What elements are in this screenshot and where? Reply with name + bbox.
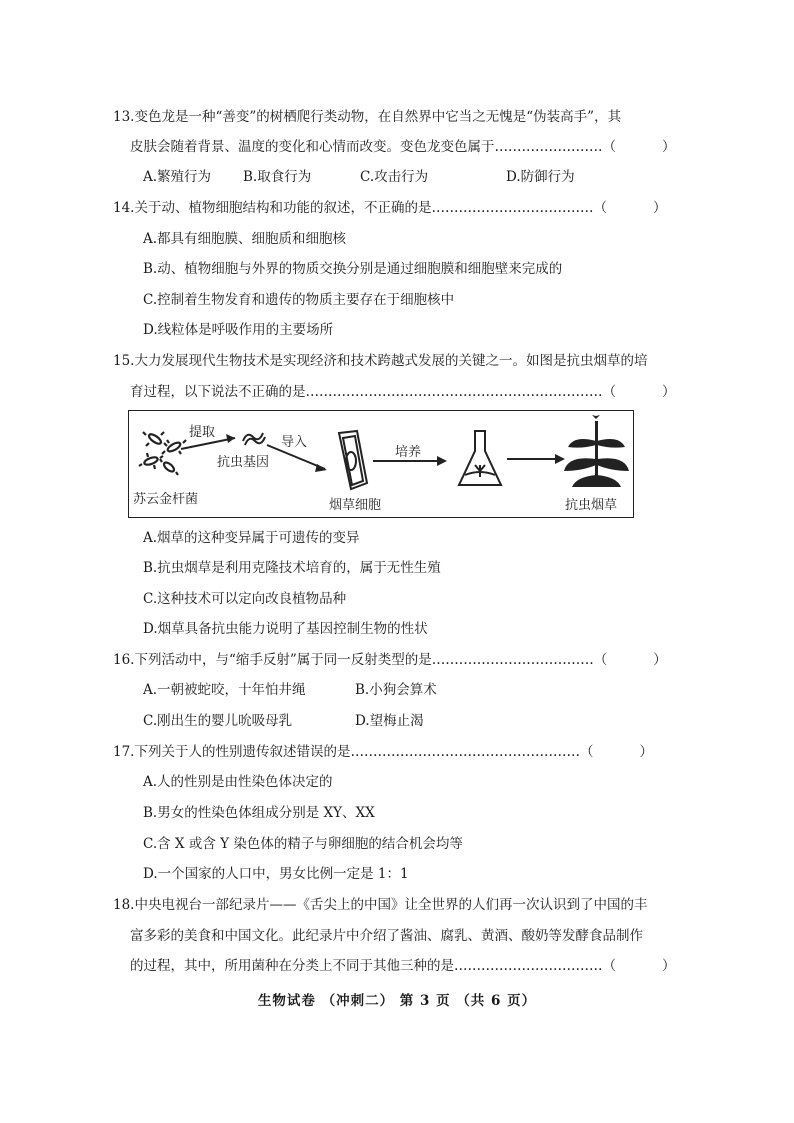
question-13-line-2: 皮肤会随着背景、温度的变化和心情而改变。变色龙变色属于……………………（ ） <box>130 139 676 155</box>
question-16-option-a: A.一朝被蛇咬，十年怕井绳 <box>143 682 306 698</box>
label-cell: 烟草细胞 <box>329 498 382 513</box>
tobacco-cell-icon <box>339 431 367 489</box>
bacteria-icon <box>139 432 186 475</box>
question-15-option-b: B.抗虫烟草是利用克隆技术培育的，属于无性生殖 <box>143 560 441 576</box>
question-15-line-2: 育过程，以下说法不正确的是…………………………………………………………（ ） <box>130 384 676 400</box>
question-17-option-d: D.一个国家的人口中，男女比例一定是 1：1 <box>143 866 409 882</box>
label-culture: 培养 <box>395 445 422 460</box>
question-13-option-b: B.取食行为 <box>243 169 312 185</box>
question-16-line-1: 16.下列活动中，与“缩手反射”属于同一反射类型的是………………………………（ ） <box>113 652 667 668</box>
question-15-line-1: 15.大力发展现代生物技术是实现经济和技术跨越式发展的关键之一。如图是抗虫烟草的培 <box>113 353 648 369</box>
question-13-option-c: C.攻击行为 <box>360 169 429 185</box>
label-result: 抗虫烟草 <box>565 498 618 513</box>
culture-flask-icon <box>459 431 501 485</box>
label-import: 导入 <box>281 435 308 450</box>
question-14-line-1: 14.关于动、植物细胞结构和功能的叙述，不正确的是………………………………（ ） <box>113 200 667 216</box>
question-16-option-c: C.刚出生的婴儿吮吸母乳 <box>143 713 293 729</box>
question-15-option-c: C.这种技术可以定向改良植物品种 <box>143 591 347 607</box>
question-14-option-c: C.控制着生物发育和遗传的物质主要存在于细胞核中 <box>143 292 455 308</box>
question-14-option-d: D.线粒体是呼吸作用的主要场所 <box>143 322 334 338</box>
question-18-line-2: 富多彩的美食和中国文化。此纪录片中介绍了酱油、腐乳、黄酒、酸奶等发酵食品制作 <box>130 928 643 944</box>
question-16-option-d: D.望梅止渴 <box>355 713 424 729</box>
page-footer: 生物试卷 （冲刺二） 第 3 页 （共 6 页） <box>257 993 537 1009</box>
question-18-line-1: 18.中央电视台一部纪录片——《舌尖上的中国》让全世界的人们再一次认识到了中国的丰 <box>113 897 648 913</box>
arrow-extract-head <box>226 434 235 443</box>
question-16-option-b: B.小狗会算术 <box>355 682 437 698</box>
gene-icon <box>243 433 265 445</box>
question-17-option-a: A.人的性别是由性染色体决定的 <box>143 774 333 790</box>
question-17-line-1: 17.下列关于人的性别遗传叙述错误的是……………………………………………（ ） <box>113 744 653 760</box>
tobacco-process-figure <box>128 410 634 518</box>
question-17-option-b: B.男女的性染色体组成分别是 XY、XX <box>143 805 375 821</box>
label-gene: 抗虫基因 <box>217 455 270 470</box>
question-13-line-1: 13.变色龙是一种“善变”的树栖爬行类动物，在自然界中它当之无愧是“伪装高手”，其 <box>113 109 622 125</box>
question-18-line-3: 的过程，其中，所用菌种在分类上不同于其他三种的是……………………………（ ） <box>130 958 676 974</box>
arrow-culture-head <box>437 456 447 466</box>
question-15-option-a: A.烟草的这种变异属于可遗传的变异 <box>143 530 360 546</box>
arrow-grow-head <box>555 454 565 464</box>
label-bacteria: 苏云金杆菌 <box>133 492 199 507</box>
question-13-option-d: D.防御行为 <box>506 169 575 185</box>
question-17-option-c: C.含 X 或含 Y 染色体的精子与卵细胞的结合机会均等 <box>143 836 463 852</box>
arrow-import-head <box>315 464 327 472</box>
question-14-option-a: A.都具有细胞膜、细胞质和细胞核 <box>143 231 347 247</box>
label-extract: 提取 <box>189 425 216 440</box>
question-15-option-d: D.烟草具备抗虫能力说明了基因控制生物的性状 <box>143 621 428 637</box>
question-13-option-a: A.繁殖行为 <box>143 169 212 185</box>
question-14-option-b: B.动、植物细胞与外界的物质交换分别是通过细胞膜和细胞壁来完成的 <box>143 261 563 277</box>
tobacco-plant-icon <box>564 415 629 487</box>
